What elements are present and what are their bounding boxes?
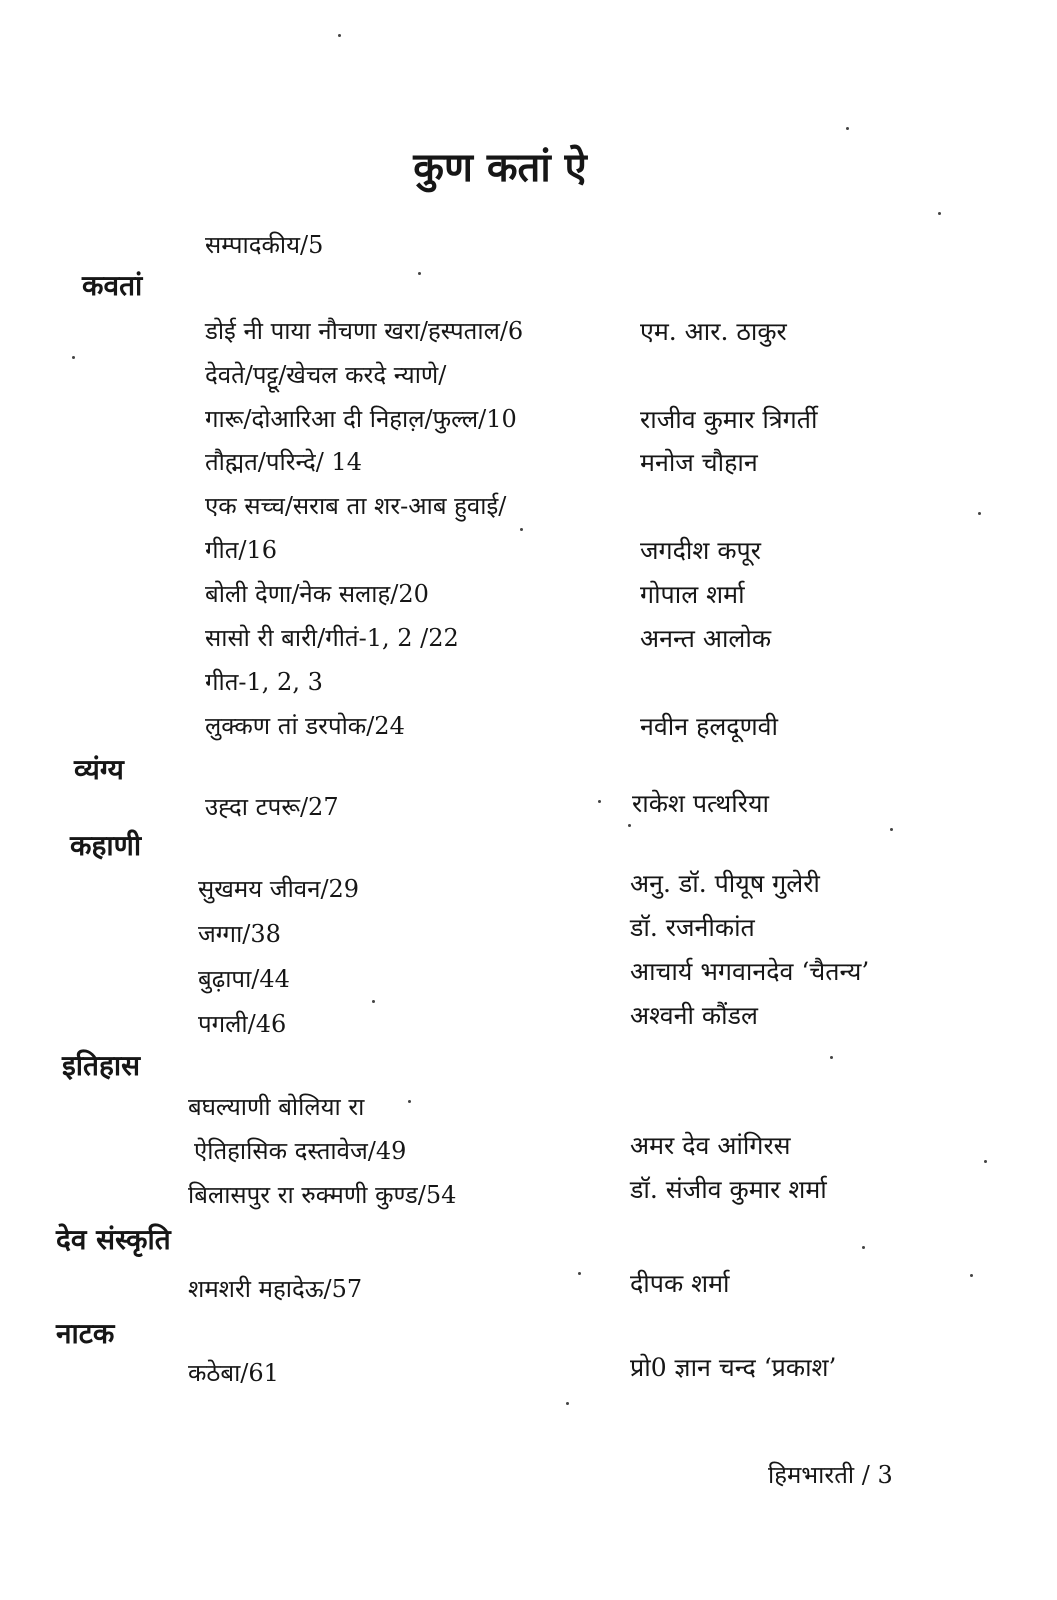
author-name: प्रो0 ज्ञान चन्द ‘प्रकाश’ [630, 1353, 837, 1382]
section-heading-history: इतिहास [62, 1049, 141, 1082]
poem-entry: गीत-1, 2, 3 [205, 668, 323, 696]
scan-speck [72, 356, 75, 359]
author-name: दीपक शर्मा [630, 1269, 730, 1298]
scan-speck [566, 1402, 569, 1405]
poem-entry: बोली देणा/नेक सलाह/20 [205, 580, 429, 608]
poem-entry: लुक्कण तां डरपोक/24 [205, 712, 405, 740]
history-entry: ऐतिहासिक दस्तावेज/49 [194, 1137, 407, 1165]
poem-entry: गारू/दोआरिआ दी निहाल़/फुल्ल/10 [205, 405, 517, 433]
poem-entry: डोई नी पाया नौचणा खरा/हस्पताल/6 [205, 317, 524, 345]
author-name: डॉ. रजनीकांत [630, 913, 755, 942]
poem-entry: देवते/पट्टू/खेचल करदे न्याणे/ [205, 361, 447, 389]
author-name: राजीव कुमार त्रिगर्ती [640, 405, 818, 434]
story-entry: सुखमय जीवन/29 [198, 875, 360, 903]
author-name: गोपाल शर्मा [640, 580, 745, 609]
poem-entry: एक सच्च/सराब ता शर-आब हुवाई/ [205, 492, 507, 520]
author-name: मनोज चौहान [640, 448, 758, 477]
scan-speck [578, 1272, 581, 1275]
editorial-entry: सम्पादकीय/5 [205, 231, 324, 259]
poem-entry: गीत/16 [205, 536, 278, 564]
scan-speck [408, 1100, 411, 1103]
scan-speck [978, 512, 981, 515]
story-entry: जग्गा/38 [198, 920, 281, 948]
poem-entry: तौह्मत/परिन्दे/ 14 [205, 448, 362, 476]
section-heading-satire: व्यंग्य [74, 753, 124, 786]
scan-speck [418, 272, 421, 275]
author-name: नवीन हलदूणवी [640, 712, 779, 741]
scan-speck [628, 824, 631, 827]
author-name: अमर देव आंगिरस [630, 1131, 791, 1160]
poem-entry: सासो री बारी/गीतं-1, 2 /22 [205, 624, 459, 652]
story-entry: पगली/46 [198, 1010, 287, 1038]
scan-speck [338, 34, 341, 37]
scan-speck [890, 828, 893, 831]
author-name: डॉ. संजीव कुमार शर्मा [630, 1175, 827, 1204]
author-name: आचार्य भगवानदेव ‘चैतन्य’ [630, 957, 870, 986]
scan-speck [984, 1160, 987, 1163]
scan-speck [598, 800, 601, 803]
culture-entry: शमशरी महादेऊ/57 [188, 1275, 363, 1303]
author-name: अनन्त आलोक [640, 624, 772, 653]
history-entry: बिलासपुर रा रुक्मणी कुण्ड/54 [188, 1181, 457, 1209]
history-entry: बघल्याणी बोलिया रा [188, 1093, 365, 1121]
section-heading-culture: देव संस्कृति [56, 1223, 171, 1256]
drama-entry: कठेबा/61 [188, 1359, 279, 1387]
scan-speck [846, 127, 849, 130]
author-name: अनु. डॉ. पीयूष गुलेरी [630, 869, 820, 898]
story-entry: बुढ़ापा/44 [198, 965, 290, 993]
section-heading-poems: कवतां [82, 269, 143, 302]
scan-speck [830, 1056, 833, 1059]
page-title: कुण कतां ऐ [413, 145, 587, 191]
section-heading-stories: कहाणी [70, 829, 142, 862]
author-name: अश्वनी कौंडल [630, 1001, 758, 1030]
scan-speck [520, 528, 523, 531]
author-name: राकेश पत्थरिया [632, 789, 769, 818]
page-footer: हिमभारती / 3 [768, 1461, 893, 1489]
scan-speck [970, 1274, 973, 1277]
author-name: जगदीश कपूर [640, 536, 761, 565]
scan-speck [372, 1000, 375, 1003]
satire-entry: उह्दा टपरू/27 [205, 793, 339, 821]
section-heading-drama: नाटक [56, 1317, 115, 1350]
scan-speck [862, 1246, 865, 1249]
scan-speck [938, 212, 941, 215]
author-name: एम. आर. ठाकुर [640, 317, 787, 346]
